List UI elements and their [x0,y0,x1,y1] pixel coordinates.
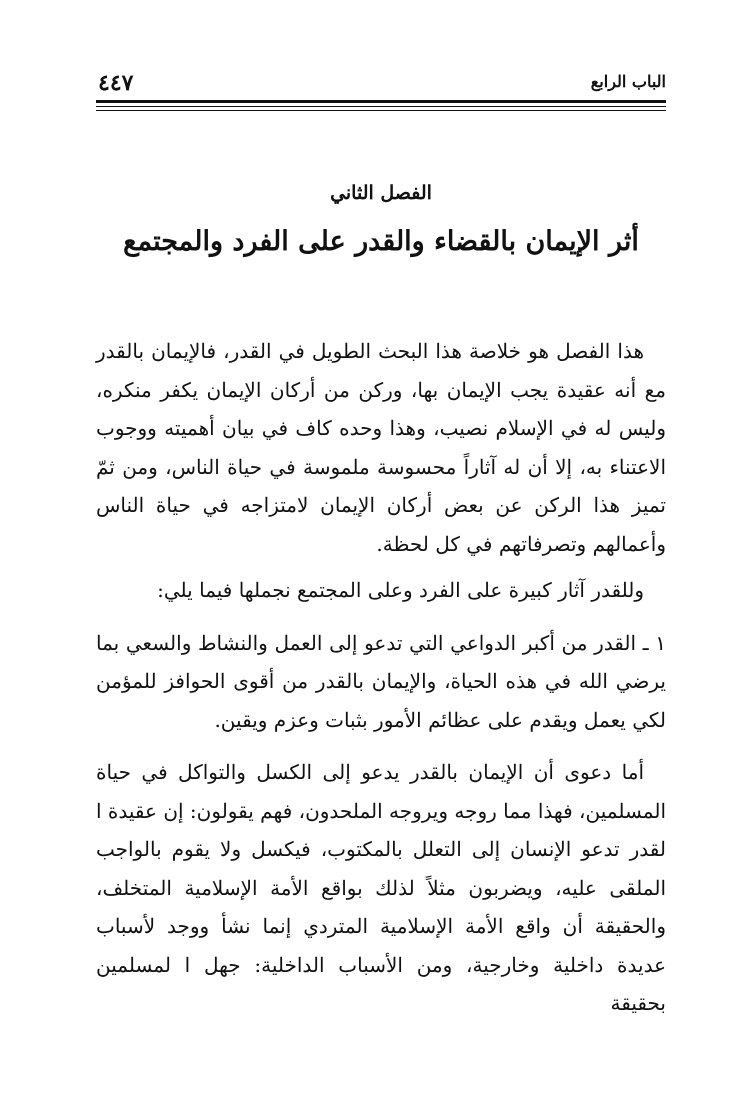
chapter-label: الباب الرابع [590,72,666,91]
page-title: أثر الإيمان بالقضاء والقدر على الفرد والمجتمع [123,226,639,257]
section-label: الفصل الثاني [330,182,432,204]
header-rule-thin [96,106,666,107]
page-number: ٤٤٧ [98,70,134,96]
paragraph-effects-lead: وللقدر آثار كبيرة على الفرد وعلى المجتمع نجملها فيما يلي: [157,578,644,602]
header-rule-thin-2 [96,110,666,111]
paragraph-point-1: ١ ـ القدر من أكبر الدواعي التي تدعو إلى العمل والنشاط والسعي بما يرضي الله في هذه الحياة، والإيمان بالقدر من أقوى الحوافز للمؤمن لكي يعمل ويقدم على عظائم الأمور بثبات وعزم ويقين. [96,630,666,732]
header-rule-thick [96,100,666,103]
paragraph-intro: هذا الفصل هو خلاصة هذا البحث الطويل في القدر، فالإيمان بالقدر مع أنه عقيدة يجب الإيمان بها، وركن من أركان الإيمان يكفر منكره، وليس له في الإسلام نصيب، وهذا وحده كاف في بيان أهميته ووجوب الاعتناء به، إلا أن له آثاراً محسوسة ملموسة في حياة الناس، ومن ثمّ تميز هذا الركن عن بعض أركان الإيمان لامتزاجه في حياة الناس وأعمالهم وتصرفاتهم في كل لحظة. [96,339,666,556]
running-header [96,70,666,100]
paragraph-refutation: أما دعوى أن الإيمان بالقدر يدعو إلى الكسل والتواكل في حياة المسلمين، فهذا مما روجه ويروجه الملحدون، فهم يقولون: إن عقيدة ا لقدر تدعو الإنسان إلى التعلل بالمكتوب، فيكسل ولا يقوم بالواجب الملقى عليه، ويضربون مثلاً لذلك بواقع الأمة الإسلامية المتخلف، والحقيقة أن واقع الأمة الإسلامية المتردي إنما نشأ ووجد لأسباب عديدة داخلية وخارجية، ومن الأسباب الداخلية: جهل ا لمسلمين بحقيقة [96,760,666,1015]
body-text [96,332,666,1023]
